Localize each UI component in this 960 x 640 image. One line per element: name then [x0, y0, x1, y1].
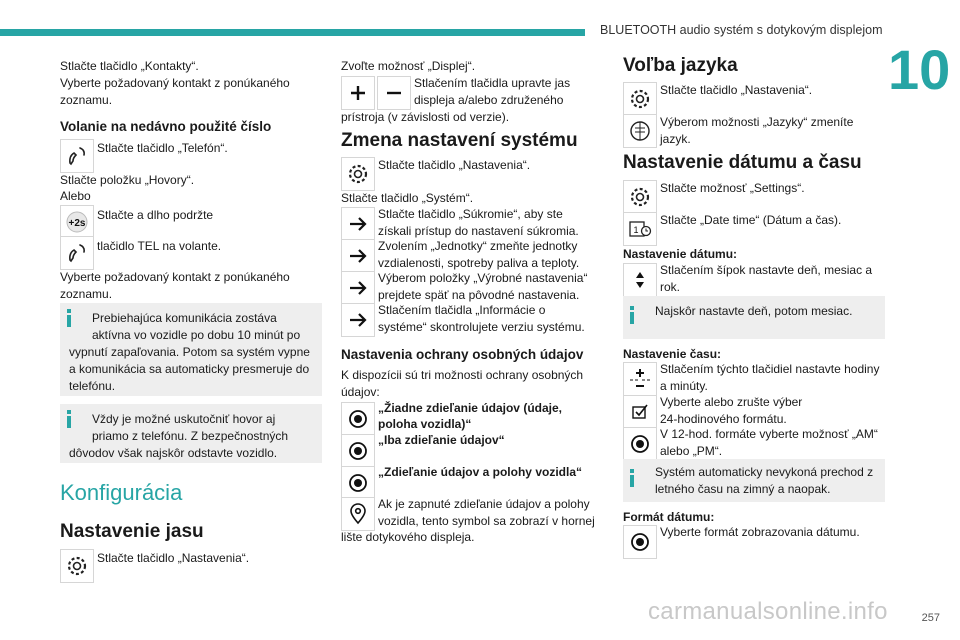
text-ampm-2: alebo „PM“. [660, 444, 723, 458]
header-accent-bar [0, 29, 585, 36]
text-privacy-intro-2: údajov: [341, 385, 380, 399]
text-alebo: Alebo [60, 189, 91, 203]
text-hovory: Stlačte položku „Hovory“. [60, 173, 195, 187]
calendar-clock-icon [628, 217, 652, 241]
arrow-right-icon [346, 308, 370, 332]
checkbox-icon [628, 400, 652, 424]
heading-date-time: Nastavenie dátumu a času [623, 152, 862, 173]
radio-icon [628, 530, 652, 554]
text-displej: Zvoľte možnosť „Displej“. [341, 59, 476, 73]
text-time-1: Stlačením týchto tlačidiel nastavte hodiny [660, 362, 880, 376]
settings-icon-box[interactable] [623, 180, 657, 214]
text-time-2: a minúty. [660, 379, 708, 393]
info-icon [67, 315, 71, 327]
text-sysinfo-1: Stlačením tlačidla „Informácie o [378, 303, 546, 317]
date-arrows-box[interactable] [623, 263, 657, 297]
radio-icon [346, 407, 370, 431]
page-number: 257 [921, 612, 940, 624]
arrow-button-units[interactable] [341, 239, 375, 273]
info-line-2: priamo z telefónu. Z bezpečnostných [92, 429, 289, 443]
text-nastavenia-3: Stlačte tlačidlo „Nastavenia“. [660, 83, 813, 97]
info-icon [630, 475, 634, 487]
gear-icon [346, 162, 370, 186]
info-dst-2: letného času na zimný a naopak. [655, 482, 831, 496]
text-option-1b: poloha vozidla)“ [378, 417, 472, 431]
hold-2s-icon [65, 210, 89, 234]
heading-configuration: Konfigurácia [60, 480, 183, 505]
text-option-3: „Zdieľanie údajov a polohy vozidla“ [378, 465, 582, 479]
text-privacy-2: získali prístup do nastavení súkromia. [378, 224, 579, 238]
text-choose-contact: Vyberte požadovaný kontakt z ponúkaného [60, 76, 290, 90]
settings-icon-box[interactable] [623, 82, 657, 116]
text-date-time: Stlačte „Date time“ (Dátum a čas). [660, 213, 842, 227]
info-icon [630, 312, 634, 324]
text-date-format: Vyberte formát zobrazovania dátumu. [660, 525, 860, 539]
text-format-2: 24-hodinového formátu. [660, 412, 787, 426]
location-pin-icon [346, 502, 370, 526]
text-languages-2: jazyk. [660, 132, 691, 146]
radio-icon [346, 439, 370, 463]
gear-icon [628, 87, 652, 111]
phone-icon [65, 144, 89, 168]
text-privacy-1: Stlačte tlačidlo „Súkromie“, aby ste [378, 207, 563, 221]
radio-icon [346, 471, 370, 495]
time-plus-minus-box[interactable] [623, 362, 657, 396]
text-choose-contact-3: Vyberte požadovaný kontakt z ponúkaného [60, 270, 290, 284]
heading-language: Voľba jazyka [623, 55, 738, 76]
text-settings: Stlačte možnosť „Settings“. [660, 181, 805, 195]
text-location-1: Ak je zapnuté zdieľanie údajov a polohy [378, 497, 590, 511]
text-ampm-1: V 12-hod. formáte vyberte možnosť „AM“ [660, 427, 878, 441]
up-down-arrows-icon [628, 268, 652, 292]
info-line-5: telefónu. [69, 379, 116, 393]
hold-2s-icon-box[interactable] [60, 205, 94, 239]
text-nastavenia: Stlačte tlačidlo „Nastavenia“. [97, 551, 250, 565]
text-languages-1: Výberom možnosti „Jazyky“ zmeníte [660, 115, 854, 129]
format-24h-checkbox[interactable] [623, 395, 657, 429]
info-dst-1: Systém automaticky nevykoná prechod z [655, 465, 874, 479]
info-line-1: Prebiehajúca komunikácia zostáva [92, 311, 277, 325]
settings-icon-box[interactable] [341, 157, 375, 191]
text-units-2: vzdialenosti, spotreby paliva a teploty. [378, 256, 580, 270]
info-line-3: vypnutí zapaľovania. Potom sa systém vypne [69, 345, 310, 359]
text-units-1: Zvolením „Jednotky“ zmeňte jednotky [378, 239, 578, 253]
text-option-2: „Iba zdieľanie údajov“ [378, 433, 505, 447]
arrow-button-privacy[interactable] [341, 207, 375, 241]
text-nastavenia-2: Stlačte tlačidlo „Nastavenia“. [378, 158, 531, 172]
radio-am-pm[interactable] [623, 427, 657, 461]
text-telefon: Stlačte tlačidlo „Telefón“. [97, 141, 228, 155]
phone-icon-box-2[interactable] [60, 236, 94, 270]
text-location-2: vozidla, tento symbol sa zobrazí v hornej [378, 514, 595, 528]
arrow-right-icon [346, 276, 370, 300]
svg-text:+2s: +2s [68, 218, 86, 229]
chapter-number: 10 [888, 38, 951, 101]
settings-icon-box[interactable] [60, 549, 94, 583]
minus-button-box[interactable] [377, 76, 411, 110]
info-box-call-active [60, 303, 322, 396]
arrow-right-icon [346, 212, 370, 236]
header-title: BLUETOOTH audio systém s dotykovým displejom [600, 23, 883, 37]
info-line-3: dôvodov však najskôr odstavte vozidlo. [69, 446, 278, 460]
text-brightness-3: prístroja (v závislosti od verzie). [341, 110, 510, 124]
text-arrows-1: Stlačením šípok nastavte deň, mesiac a [660, 263, 873, 277]
languages-icon-box[interactable] [623, 114, 657, 148]
heading-change-settings: Zmena nastavení systému [341, 130, 578, 151]
radio-option-no-sharing[interactable] [341, 402, 375, 436]
info-date-text: Najskôr nastavte deň, potom mesiac. [655, 304, 853, 318]
heading-brightness: Nastavenie jasu [60, 521, 204, 542]
gear-icon [628, 185, 652, 209]
text-tel-button: tlačidlo TEL na volante. [97, 239, 222, 253]
phone-icon [65, 241, 89, 265]
radio-date-format[interactable] [623, 525, 657, 559]
location-icon-box [341, 497, 375, 531]
watermark: carmanualsonline.info [648, 598, 888, 625]
text-choose-contact-4: zoznamu. [60, 287, 113, 301]
heading-privacy: Nastavenia ochrany osobných údajov [341, 347, 584, 362]
info-line-2: aktívna vo vozidle po dobu 10 minút po [92, 328, 301, 342]
text-press-hold: Stlačte a dlho podržte [97, 208, 214, 222]
text-location-3: lište dotykového displeja. [341, 530, 475, 544]
arrow-button-factory[interactable] [341, 271, 375, 305]
radio-icon [628, 432, 652, 456]
plus-button-box[interactable] [341, 76, 375, 110]
info-box-date [623, 296, 885, 339]
heading-recent-call: Volanie na nedávno použité číslo [60, 119, 272, 134]
svg-text:1: 1 [633, 225, 639, 235]
info-box-dst [623, 459, 885, 502]
phone-icon-box[interactable] [60, 139, 94, 173]
label-date-setting: Nastavenie dátumu: [623, 247, 738, 261]
plus-minus-icon [628, 367, 652, 391]
text-brightness-2: displeja a/alebo združeného [414, 93, 564, 107]
language-icon [628, 119, 652, 143]
text-arrows-2: rok. [660, 280, 681, 294]
text-kontakty: Stlačte tlačidlo „Kontakty“. [60, 59, 199, 73]
radio-option-data-location[interactable] [341, 466, 375, 500]
text-brightness-1: Stlačením tlačidla upravte jas [414, 76, 571, 90]
label-time-setting: Nastavenie času: [623, 347, 722, 361]
text-sysinfo-2: systéme“ skontrolujete verziu systému. [378, 320, 585, 334]
date-time-icon-box[interactable] [623, 212, 657, 246]
text-format-1: Vyberte alebo zrušte výber [660, 395, 803, 409]
text-system: Stlačte tlačidlo „Systém“. [341, 191, 474, 205]
info-box-phone-call [60, 404, 322, 463]
gear-icon [65, 554, 89, 578]
plus-icon [346, 81, 370, 105]
minus-icon [382, 81, 406, 105]
arrow-button-info[interactable] [341, 303, 375, 337]
text-factory-2: prejdete späť na pôvodné nastavenia. [378, 288, 580, 302]
text-option-1a: „Žiadne zdieľanie údajov (údaje, [378, 401, 562, 415]
arrow-right-icon [346, 244, 370, 268]
info-icon [67, 416, 71, 428]
text-choose-contact-2: zoznamu. [60, 93, 113, 107]
label-date-format: Formát dátumu: [623, 510, 715, 524]
info-line-4: a komunikácia sa automaticky presmeruje do [69, 362, 310, 376]
info-line-1: Vždy je možné uskutočniť hovor aj [92, 412, 276, 426]
text-factory-1: Výberom položky „Výrobné nastavenia“ [378, 271, 588, 285]
radio-option-data-only[interactable] [341, 434, 375, 468]
text-privacy-intro-1: K dispozícii sú tri možnosti ochrany osobných [341, 368, 584, 382]
